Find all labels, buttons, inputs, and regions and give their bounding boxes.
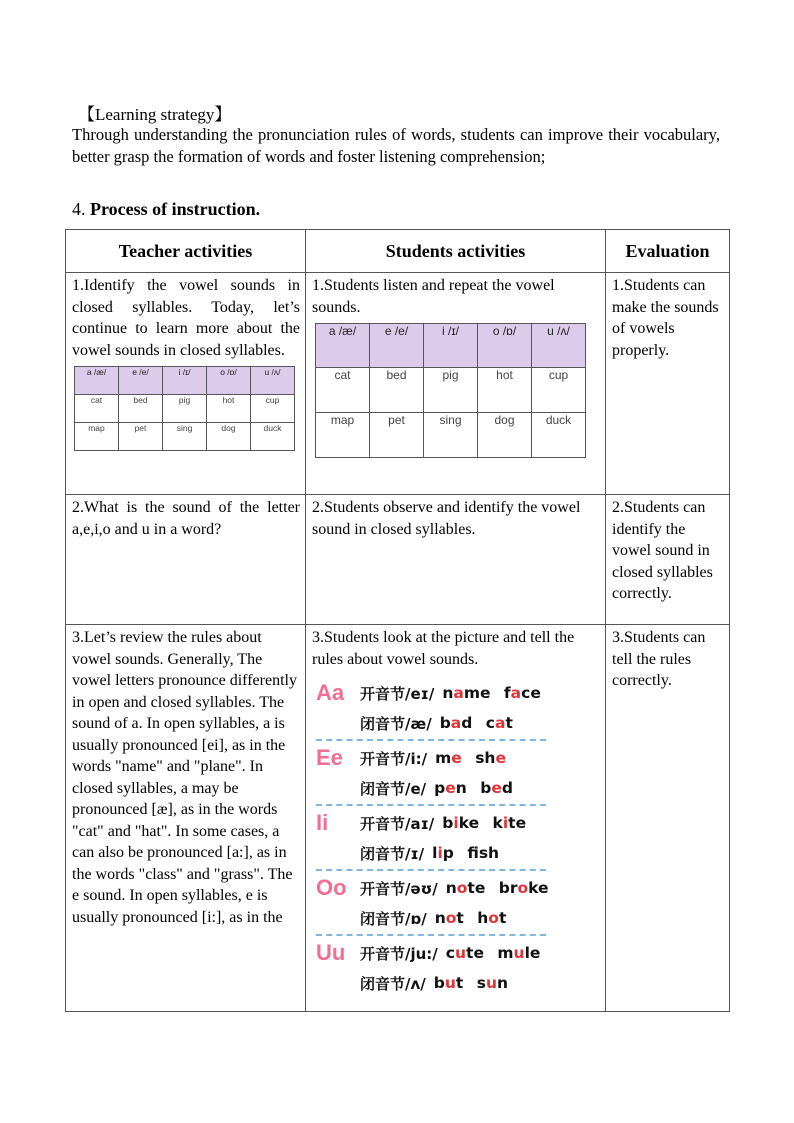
vowel-letter: Ii bbox=[316, 810, 329, 835]
chart-word bbox=[434, 779, 467, 797]
open-words bbox=[446, 879, 549, 897]
word-vowel: e bbox=[495, 749, 506, 767]
vowel-cell: cat bbox=[75, 395, 119, 423]
row2-student-text: 2.Students observe and identify the vowel sound in closed syllables. bbox=[312, 499, 581, 538]
chart-word bbox=[497, 944, 540, 962]
word-part: b bbox=[442, 814, 454, 832]
word-vowel: u bbox=[454, 944, 467, 962]
word-part: ke bbox=[528, 879, 549, 897]
row1-teacher-text: 1.Identify the vowel sounds in closed syllables. Today, let’s continue to learn more about the vowel sounds in closed syllables. bbox=[72, 277, 300, 359]
table-row bbox=[66, 495, 730, 625]
word-part: ce bbox=[521, 684, 541, 702]
word-part: n bbox=[434, 909, 446, 927]
chart-word bbox=[435, 749, 462, 767]
word-part: f bbox=[467, 844, 479, 862]
vowel-closed-row bbox=[316, 708, 605, 738]
table-header-row bbox=[66, 230, 730, 273]
vowel-cell: pig bbox=[163, 395, 207, 423]
word-vowel: a bbox=[450, 714, 462, 732]
word-vowel: o bbox=[456, 879, 468, 897]
word-vowel: i bbox=[453, 814, 459, 832]
chart-word bbox=[434, 974, 464, 992]
word-part: t bbox=[456, 909, 464, 927]
chart-word bbox=[477, 974, 508, 992]
vowel-letter: Oo bbox=[316, 875, 347, 900]
vowel-header: i /ɪ/ bbox=[424, 324, 478, 368]
word-part: m bbox=[435, 749, 452, 767]
process-heading: Process of instruction. bbox=[90, 199, 261, 219]
word-part: b bbox=[433, 974, 445, 992]
vowel-cell: dog bbox=[207, 423, 251, 451]
chart-word bbox=[442, 814, 479, 832]
word-part: c bbox=[445, 944, 455, 962]
vowel-cell: map bbox=[316, 413, 370, 458]
vowel-closed-row bbox=[316, 903, 605, 933]
row1-eval-text: 1.Students can make the sounds of vowels properly. bbox=[612, 277, 719, 359]
row2-eval-text: 2.Students can identify the vowel sound in closed syllables correctly. bbox=[612, 499, 713, 602]
word-vowel: e bbox=[491, 779, 502, 797]
instruction-table bbox=[65, 229, 730, 1012]
word-part: n bbox=[455, 779, 467, 797]
chart-word bbox=[467, 844, 499, 862]
word-part: te bbox=[508, 814, 527, 832]
open-words bbox=[442, 814, 526, 832]
vowel-header: u /ʌ/ bbox=[532, 324, 586, 368]
vowel-cell: cat bbox=[316, 368, 370, 413]
vowel-header: o /ɒ/ bbox=[478, 324, 532, 368]
dashed-divider bbox=[316, 739, 546, 741]
word-part: me bbox=[463, 684, 491, 702]
word-part: c bbox=[485, 714, 495, 732]
word-part: t bbox=[505, 714, 513, 732]
strategy-title: 【Learning strategy】 bbox=[78, 105, 232, 124]
word-part: b bbox=[480, 779, 492, 797]
word-vowel: u bbox=[485, 974, 498, 992]
word-vowel: a bbox=[510, 684, 522, 702]
closed-words bbox=[435, 909, 507, 927]
vowel-header: a /æ/ bbox=[75, 367, 119, 395]
word-vowel: u bbox=[513, 944, 525, 962]
row3-eval-text: 3.Students can tell the rules correctly. bbox=[612, 629, 706, 689]
vowel-letter: Uu bbox=[316, 940, 346, 965]
word-part: te bbox=[466, 944, 484, 962]
word-vowel: a bbox=[453, 684, 464, 702]
word-part: sh bbox=[478, 844, 500, 862]
word-part: l bbox=[432, 844, 438, 862]
row2-teacher-cell bbox=[66, 495, 306, 625]
word-vowel: o bbox=[488, 909, 499, 927]
row2-student-cell bbox=[306, 495, 606, 625]
chart-word bbox=[475, 749, 506, 767]
vowel-header: e /e/ bbox=[370, 324, 424, 368]
vowel-header: u /ʌ/ bbox=[251, 367, 295, 395]
word-part: ke bbox=[458, 814, 480, 832]
header-teacher: Teacher activities bbox=[66, 230, 306, 273]
vowel-open-row bbox=[316, 938, 605, 968]
chart-word bbox=[493, 814, 527, 832]
dashed-divider bbox=[316, 934, 546, 936]
vowel-rules-chart bbox=[306, 678, 605, 998]
row1-student-text: 1.Students listen and repeat the vowel sounds. bbox=[312, 277, 555, 316]
chart-word bbox=[446, 879, 486, 897]
chart-word bbox=[504, 684, 541, 702]
word-vowel: e bbox=[451, 749, 462, 767]
chart-word bbox=[432, 844, 454, 862]
vowel-header: o /ɒ/ bbox=[207, 367, 251, 395]
row3-teacher-cell bbox=[66, 625, 306, 1012]
word-vowel: u bbox=[444, 974, 456, 992]
vowel-table-small bbox=[74, 366, 295, 451]
row1-student-cell bbox=[306, 273, 606, 495]
strategy-text: Through understanding the pronunciation rules of words, students can improve their vocabulary, better grasp the formation of words and foster listening comprehension; bbox=[72, 125, 720, 166]
word-part: br bbox=[498, 879, 518, 897]
word-part: p bbox=[434, 779, 446, 797]
vowel-letter: Ee bbox=[316, 745, 343, 770]
row1-eval-cell bbox=[606, 273, 730, 495]
chart-word bbox=[499, 879, 549, 897]
vowel-cell: map bbox=[75, 423, 119, 451]
vowel-cell: pig bbox=[424, 368, 478, 413]
vowel-open-row bbox=[316, 743, 605, 773]
process-title bbox=[72, 199, 260, 220]
word-part: le bbox=[524, 944, 541, 962]
vowel-cell: cup bbox=[251, 395, 295, 423]
vowel-cell: pet bbox=[370, 413, 424, 458]
chart-word bbox=[440, 714, 473, 732]
closed-syllable-label: 闭音节/e/ bbox=[360, 779, 427, 798]
vowel-cell: bed bbox=[370, 368, 424, 413]
vowel-header: a /æ/ bbox=[316, 324, 370, 368]
closed-words bbox=[434, 779, 513, 797]
word-part: b bbox=[439, 714, 451, 732]
open-syllable-label: 开音节/əʊ/ bbox=[360, 879, 438, 898]
vowel-closed-row bbox=[316, 773, 605, 803]
word-vowel: i bbox=[502, 814, 509, 832]
word-part: n bbox=[445, 879, 457, 897]
chart-word bbox=[480, 779, 513, 797]
vowel-open-row bbox=[316, 808, 605, 838]
word-part: s bbox=[476, 974, 486, 992]
word-part: d bbox=[501, 779, 513, 797]
word-part: n bbox=[497, 974, 509, 992]
closed-syllable-label: 闭音节/ɒ/ bbox=[360, 909, 427, 928]
chart-word bbox=[442, 684, 490, 702]
header-students: Students activities bbox=[306, 230, 606, 273]
open-words bbox=[435, 749, 506, 767]
word-part: sh bbox=[475, 749, 496, 767]
row1-teacher-cell bbox=[66, 273, 306, 495]
vowel-letter: Aa bbox=[316, 680, 345, 705]
closed-syllable-label: 闭音节/ʌ/ bbox=[360, 974, 426, 993]
word-part: f bbox=[503, 684, 511, 702]
closed-words bbox=[440, 714, 513, 732]
process-number: 4. bbox=[72, 199, 90, 219]
closed-words bbox=[434, 974, 508, 992]
word-part: k bbox=[492, 814, 503, 832]
vowel-closed-row bbox=[316, 838, 605, 868]
vowel-open-row bbox=[316, 873, 605, 903]
closed-syllable-label: 闭音节/ɪ/ bbox=[360, 844, 425, 863]
chart-word bbox=[477, 909, 506, 927]
open-syllable-label: 开音节/aɪ/ bbox=[360, 814, 435, 833]
row3-teacher-text: 3.Let’s review the rules about vowel sounds. Generally, The vowel letters pronounce differently in open and closed syllables. The sound of a. In open syllables, a is usually pronounced [ei], as in the words "name" and "plane". In closed syllables, a may be pronounced [æ], as in the words "cat" and "hat". In some cases, a can also be pronounced [a:], as in the words "class" and "grass". The e sound. In open syllables, e is usually pronounced [i:], as in the bbox=[72, 629, 297, 926]
dashed-divider bbox=[316, 804, 546, 806]
chart-word bbox=[486, 714, 513, 732]
open-syllable-label: 开音节/i:/ bbox=[360, 749, 428, 768]
word-part: p bbox=[442, 844, 454, 862]
header-evaluation: Evaluation bbox=[606, 230, 730, 273]
word-part: n bbox=[442, 684, 454, 702]
table-row bbox=[66, 625, 730, 1012]
row2-eval-cell bbox=[606, 495, 730, 625]
vowel-cell: cup bbox=[532, 368, 586, 413]
word-part: t bbox=[455, 974, 464, 992]
dashed-divider bbox=[316, 869, 546, 871]
row2-teacher-text: 2.What is the sound of the letter a,e,i,o and u in a word? bbox=[72, 499, 300, 538]
vowel-header: e /e/ bbox=[119, 367, 163, 395]
vowel-cell: duck bbox=[251, 423, 295, 451]
vowel-cell: dog bbox=[478, 413, 532, 458]
vowel-header: i /ɪ/ bbox=[163, 367, 207, 395]
word-part: h bbox=[477, 909, 489, 927]
table-row bbox=[66, 273, 730, 495]
word-vowel: e bbox=[445, 779, 456, 797]
vowel-cell: hot bbox=[207, 395, 251, 423]
vowel-cell: duck bbox=[532, 413, 586, 458]
word-vowel: i bbox=[437, 844, 443, 862]
vowel-cell: bed bbox=[119, 395, 163, 423]
closed-words bbox=[432, 844, 499, 862]
open-words bbox=[446, 944, 541, 962]
vowel-cell: sing bbox=[424, 413, 478, 458]
chart-word bbox=[435, 909, 464, 927]
word-vowel: o bbox=[445, 909, 457, 927]
vowel-cell: hot bbox=[478, 368, 532, 413]
vowel-closed-row bbox=[316, 968, 605, 998]
word-part: t bbox=[498, 909, 507, 927]
vowel-table-large bbox=[315, 323, 586, 458]
word-part: te bbox=[467, 879, 486, 897]
row3-student-text: 3.Students look at the picture and tell the rules about vowel sounds. bbox=[312, 629, 575, 668]
row3-student-cell bbox=[306, 625, 606, 1012]
word-part: d bbox=[461, 714, 473, 732]
vowel-cell: pet bbox=[119, 423, 163, 451]
open-words bbox=[442, 684, 541, 702]
vowel-open-row bbox=[316, 678, 605, 708]
vowel-cell: sing bbox=[163, 423, 207, 451]
closed-syllable-label: 闭音节/æ/ bbox=[360, 714, 432, 733]
word-part: m bbox=[497, 944, 514, 962]
word-vowel: a bbox=[494, 714, 506, 732]
row3-eval-cell bbox=[606, 625, 730, 1012]
open-syllable-label: 开音节/eɪ/ bbox=[360, 684, 435, 703]
chart-word bbox=[446, 944, 484, 962]
open-syllable-label: 开音节/ju:/ bbox=[360, 944, 438, 963]
word-vowel: o bbox=[517, 879, 529, 897]
